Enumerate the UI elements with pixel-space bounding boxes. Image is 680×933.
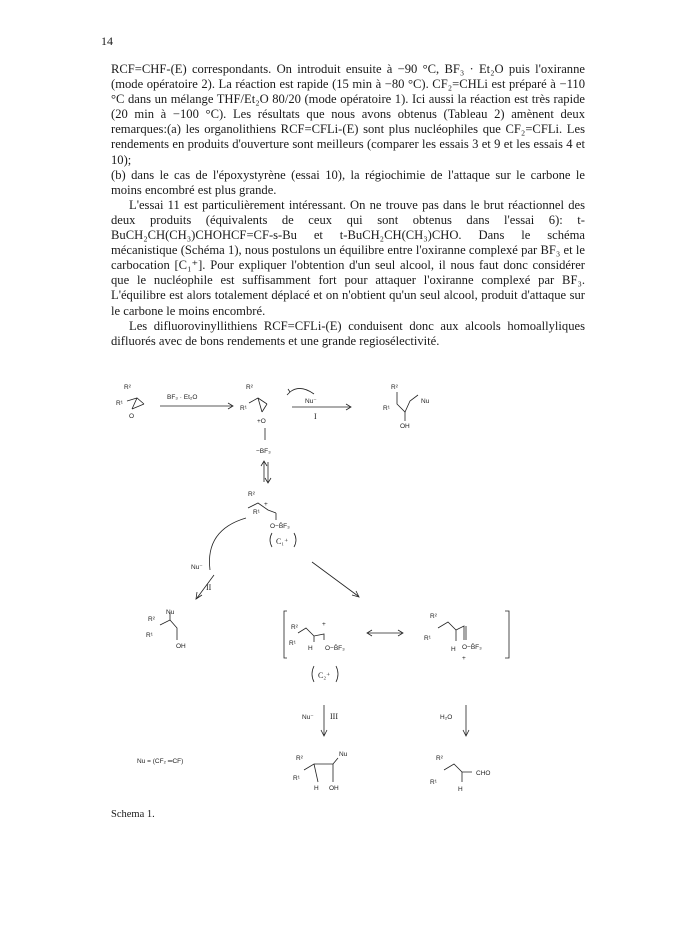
label-r1: R¹ — [146, 632, 153, 639]
path-i: I — [314, 412, 317, 421]
label-o-bf3: O−B̄F₃ — [270, 523, 290, 530]
paragraph: RCF=CHF-(E) correspondants. On introduit ensuite à −90 °C, BF₃ · Et₂O puis l'oxiranne (mode opératoire 2). La réaction est rapide (15 min à −80 °C). CF₂=CHLi est préparé à −110 °C dans un mélange THF/Et₂O 80/20 (mode opératoire 1). Ici aussi la réaction est très rapide (20 min à −100 °C). Les résultats que nous avons obtenus (Tableau 2) amènent deux remarques:(a) les organolithiens RCF=CFLi-(E) sont plus nucléophiles que CF₂=CFLi. Les rendements en produits d'ouverture sont meilleurs (comparer les essais 3 et 9 et les essais 4 et 10); — [111, 62, 585, 167]
path-ii: II — [206, 583, 212, 592]
label-c2: C₂⁺ — [318, 671, 331, 680]
label-nu: Nu — [421, 398, 430, 405]
carbocation-c2 — [284, 611, 509, 682]
reagent-bf3: BF₃ · Et₂O — [167, 394, 198, 401]
label-nu-def: Nu = (CF₂ ═CF) — [137, 758, 184, 765]
hydrolysis-arrow — [440, 705, 469, 736]
label-r1: R¹ — [424, 635, 431, 642]
product-iii — [293, 751, 348, 792]
label-r2: R² — [430, 613, 437, 620]
label-r2: R² — [391, 384, 398, 391]
label-r1: R¹ — [293, 775, 300, 782]
product-ii — [146, 609, 186, 650]
label-plus-o: +O — [257, 418, 266, 425]
label-h2o: H₂O — [440, 714, 453, 721]
label-r2: R² — [248, 491, 255, 498]
label-r2: R² — [291, 624, 298, 631]
paragraph: L'essai 11 est particulièrement intéressant. On ne trouve pas dans le brut réactionnel des deux produits (équivalents de ceux qui sont obtenus dans l'essai 6): t-BuCH₂CH(CH₃)CHOHCF=CF-s-Bu et t-BuCH₂CH(CH₃)CHO. Dans le schéma mécanistique (Schéma 1), nous postulons un équilibre entre l'oxiranne complexé par BF₃ et le carbocation [C₁⁺]. Pour expliquer l'obtention d'un seul alcool, il nous faut donc considérer que le nucléophile est suffisamment fort pour attaquer l'oxiranne complexé par BF₃. L'équilibre est alors totalement déplacé et on n'obtient qu'un seul alcool, produit d'attaque sur le carbone le moins encombré. — [111, 197, 585, 318]
label-plus: + — [322, 621, 326, 628]
path-iii-arrow — [302, 705, 338, 736]
scheme-caption: Schema 1. — [111, 809, 155, 820]
label-plus: + — [462, 655, 466, 662]
nu-minus: Nu⁻ — [305, 398, 317, 405]
label-o: O — [129, 413, 135, 420]
label-r1: R¹ — [253, 509, 260, 516]
label-oh: OH — [329, 785, 339, 792]
nu-definition — [137, 758, 183, 765]
nu-minus: Nu⁻ — [191, 564, 203, 571]
label-plus: + — [264, 501, 268, 508]
label-o-bf3: O−B̄F₃ — [462, 644, 482, 651]
product-i — [383, 384, 430, 430]
label-r2: R² — [124, 384, 131, 391]
oxirane-start — [116, 384, 144, 420]
label-r1: R¹ — [383, 405, 390, 412]
paragraph: (b) dans le cas de l'époxystyrène (essai 10), la régiochimie de l'attaque sur le carbone le moins encombré est plus grande. — [111, 167, 585, 197]
path-iii: III — [330, 712, 338, 721]
reagent-arrow — [160, 394, 233, 409]
product-aldehyde — [430, 755, 490, 793]
label-h: H — [314, 785, 319, 792]
label-minus-bf3: −BF₃ — [256, 448, 271, 455]
paragraph: Les difluorovinyllithiens RCF=CFLi-(E) conduisent donc aux alcools homoallyliques difluorés avec de bons rendements et une grande regiosélectivité. — [111, 318, 585, 348]
path-i-arrow — [292, 398, 351, 421]
label-r1: R¹ — [240, 405, 247, 412]
label-oh: OH — [176, 643, 186, 650]
label-r2: R² — [246, 384, 253, 391]
complexed-oxirane — [240, 384, 314, 455]
carbocation-c1 — [248, 491, 296, 547]
label-h: H — [308, 645, 313, 652]
arrow-to-c2 — [312, 562, 359, 597]
label-c1: C₁⁺ — [276, 537, 289, 546]
page-number: 14 — [101, 34, 113, 48]
label-oh: OH — [400, 423, 410, 430]
label-r2: R² — [436, 755, 443, 762]
label-r1: R¹ — [430, 779, 437, 786]
label-nu: Nu — [339, 751, 348, 758]
label-h: H — [451, 646, 456, 653]
equilibrium-down — [261, 461, 271, 483]
label-r1: R¹ — [289, 640, 296, 647]
label-r2: R² — [148, 616, 155, 623]
label-r1: R¹ — [116, 400, 123, 407]
path-ii-arrow — [191, 518, 246, 599]
label-h: H — [458, 786, 463, 793]
label-o-bf3: O−B̄F₃ — [325, 645, 345, 652]
nu-minus: Nu⁻ — [302, 714, 314, 721]
label-cho: CHO — [476, 770, 491, 777]
label-r2: R² — [296, 755, 303, 762]
label-nu: Nu — [166, 609, 175, 616]
